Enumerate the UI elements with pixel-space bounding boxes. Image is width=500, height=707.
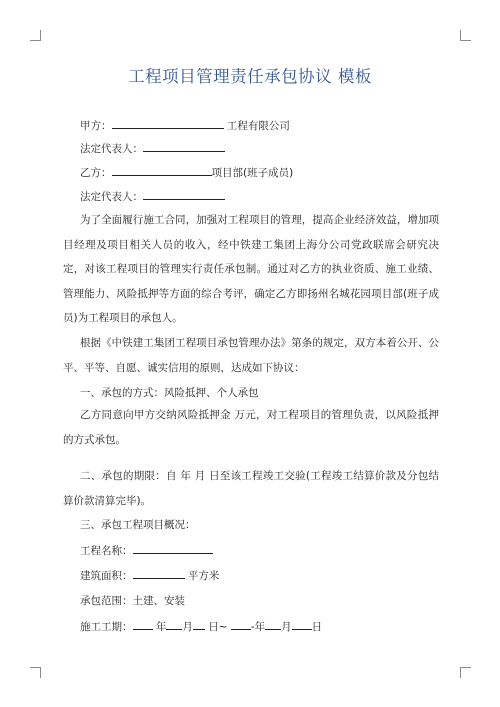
period-dash: -	[250, 621, 255, 633]
crop-mark-bottom-left	[30, 667, 41, 678]
section-3-heading: 三、承包工程项目概况：	[80, 519, 196, 531]
period-start-year-blank[interactable]	[133, 619, 153, 630]
legal-rep-2-blank[interactable]	[143, 189, 225, 200]
section-2-term: 二、承包的期限：自 年 月 日至该工程竣工交验(工程竣工结算价款及分包结算价款清算完毕)。	[63, 470, 439, 507]
party-b-line	[80, 165, 293, 180]
legal-rep-2-line	[80, 189, 225, 204]
period-year-2: 年	[254, 621, 266, 633]
crop-mark-top-right	[460, 30, 471, 41]
building-area-line	[80, 568, 219, 583]
legal-rep-1-line	[80, 141, 225, 156]
period-start-month-blank[interactable]	[166, 619, 182, 630]
project-name-line	[80, 543, 213, 558]
period-month-2: 月	[281, 621, 292, 633]
paragraph-basis: 根据《中铁建工集团工程项目承包管理办法》第条的规定，双方本着公开、公平、平等、自愿、诚实信用的原则，达成如下协议：	[63, 337, 439, 374]
party-b-blank[interactable]	[112, 165, 212, 176]
period-end-day-blank[interactable]	[292, 619, 312, 630]
period-day-2: 日	[311, 621, 323, 633]
document-title: 工程项目管理责任承包协议 模板	[128, 67, 372, 86]
crop-mark-bottom-right	[460, 667, 471, 678]
period-end-year-blank[interactable]	[231, 619, 251, 630]
legal-rep-2-label: 法定代表人：	[80, 191, 143, 203]
party-a-blank[interactable]	[112, 118, 224, 129]
building-area-blank[interactable]	[133, 568, 185, 579]
party-a-line	[80, 118, 290, 133]
paragraph-deposit: 乙方同意向甲方交纳风险抵押金 万元，对工程项目的管理负责，以风险抵押的方式承包。	[63, 409, 439, 446]
period-end-month-blank[interactable]	[265, 619, 281, 630]
building-area-label: 建筑面积：	[80, 570, 133, 582]
project-name-label: 工程名称：	[80, 545, 133, 557]
party-a-suffix: 工程有限公司	[226, 120, 290, 132]
period-year-1: 年	[155, 621, 167, 633]
crop-mark-top-left	[30, 30, 41, 41]
period-start-day-blank[interactable]	[193, 619, 205, 630]
section-1-heading: 一、承包的方式：风险抵押、个人承包	[80, 387, 259, 399]
legal-rep-1-label: 法定代表人：	[80, 143, 143, 155]
period-day-1: 日~	[208, 621, 228, 633]
party-b-suffix: 项目部(班子成员)	[211, 167, 294, 179]
scope-line: 承包范围：土建、安装	[80, 595, 185, 607]
period-line	[80, 619, 322, 634]
project-name-blank[interactable]	[133, 543, 213, 554]
period-label: 施工工期：	[80, 621, 133, 633]
paragraph-purpose: 为了全面履行施工合同，加强对工程项目的管理，提高企业经济效益，增加项目经理及项目相关人员的收入，经中铁建工集团上海分公司党政联席会研究决定，对该工程项目的管理实行责任承包制。通过对乙方的执业资质、施工业绩、管理能力、风险抵押等方面的综合考评，确定乙方即扬州名城花园项目部(班子成员)为工程项目的承包人。	[63, 214, 439, 324]
legal-rep-1-blank[interactable]	[143, 141, 225, 152]
party-a-label: 甲方：	[80, 120, 112, 132]
period-month-1: 月	[182, 621, 193, 633]
building-area-suffix: 平方米	[187, 570, 220, 582]
party-b-label: 乙方：	[80, 167, 112, 179]
